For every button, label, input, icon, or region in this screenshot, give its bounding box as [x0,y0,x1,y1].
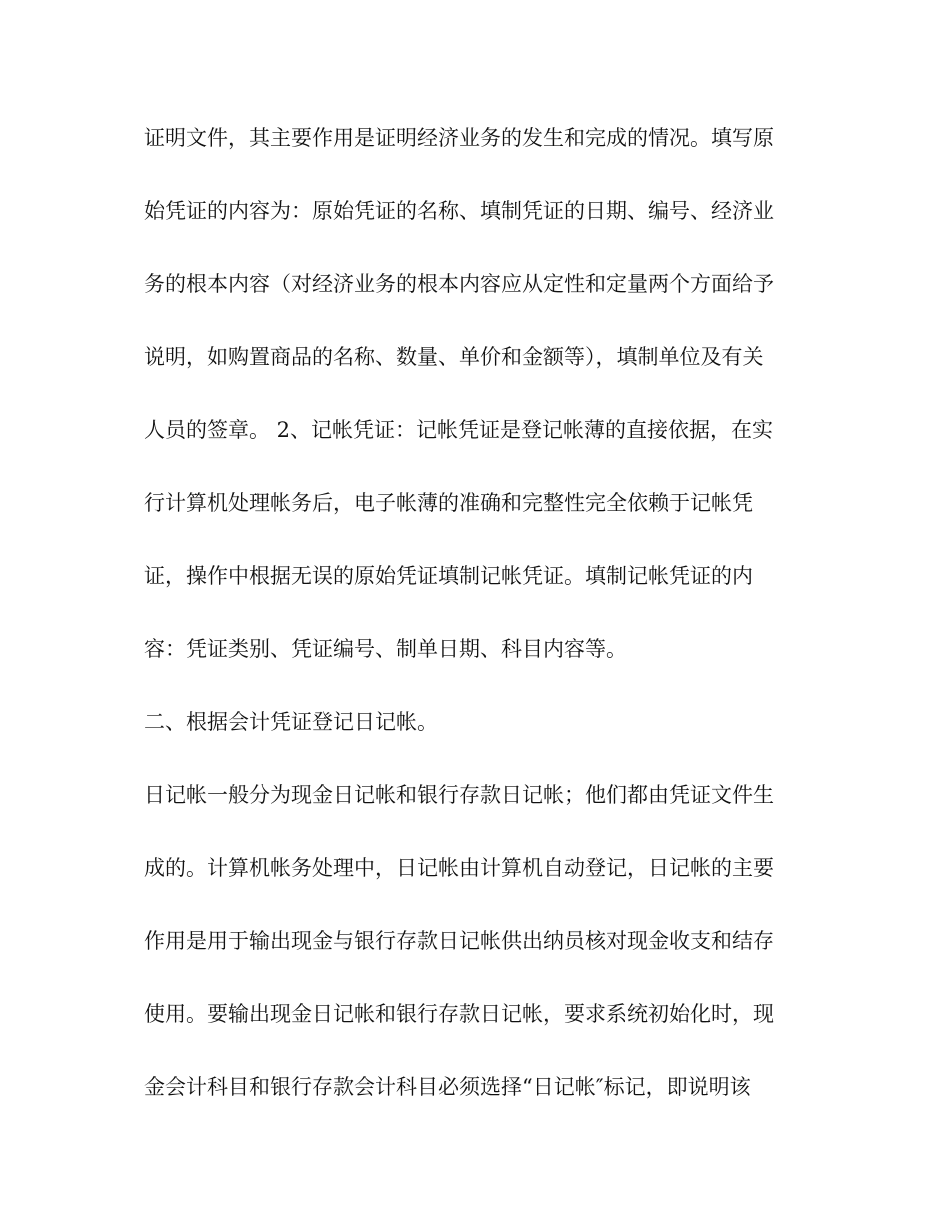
text-line: 行计算机处理帐务后，电子帐薄的准确和完整性完全依赖于记帐凭 [144,491,753,515]
text-line: 日记帐一般分为现金日记帐和银行存款日记帐；他们都由凭证文件生 [144,783,774,807]
text-line: 说明，如购置商品的名称、数量、单价和金额等），填制单位及有关 [144,345,764,369]
text-line: 始凭证的内容为：原始凭证的名称、填制凭证的日期、编号、经济业 [144,199,774,223]
text-line: 务的根本内容（对经济业务的根本内容应从定性和定量两个方面给予 [144,272,774,296]
text-line: 使用。要输出现金日记帐和银行存款日记帐，要求系统初始化时，现 [144,1002,774,1026]
text-line: 人员的签章。 2、记帐凭证：记帐凭证是登记帐薄的直接依据，在实 [144,418,774,442]
text-line: 成的。计算机帐务处理中，日记帐由计算机自动登记，日记帐的主要 [144,856,774,880]
section-heading: 二、根据会计凭证登记日记帐。 [144,710,438,734]
text-line: 证，操作中根据无误的原始凭证填制记帐凭证。填制记帐凭证的内 [144,564,753,588]
text-line: 容：凭证类别、凭证编号、制单日期、科目内容等。 [144,637,627,661]
text-line: 金会计科目和银行存款会计科目必须选择“日记帐″标记，即说明该 [144,1075,751,1099]
text-line: 作用是用于输出现金与银行存款日记帐供出纳员核对现金收支和结存 [144,929,774,953]
text-line: 证明文件，其主要作用是证明经济业务的发生和完成的情况。填写原 [144,126,774,150]
